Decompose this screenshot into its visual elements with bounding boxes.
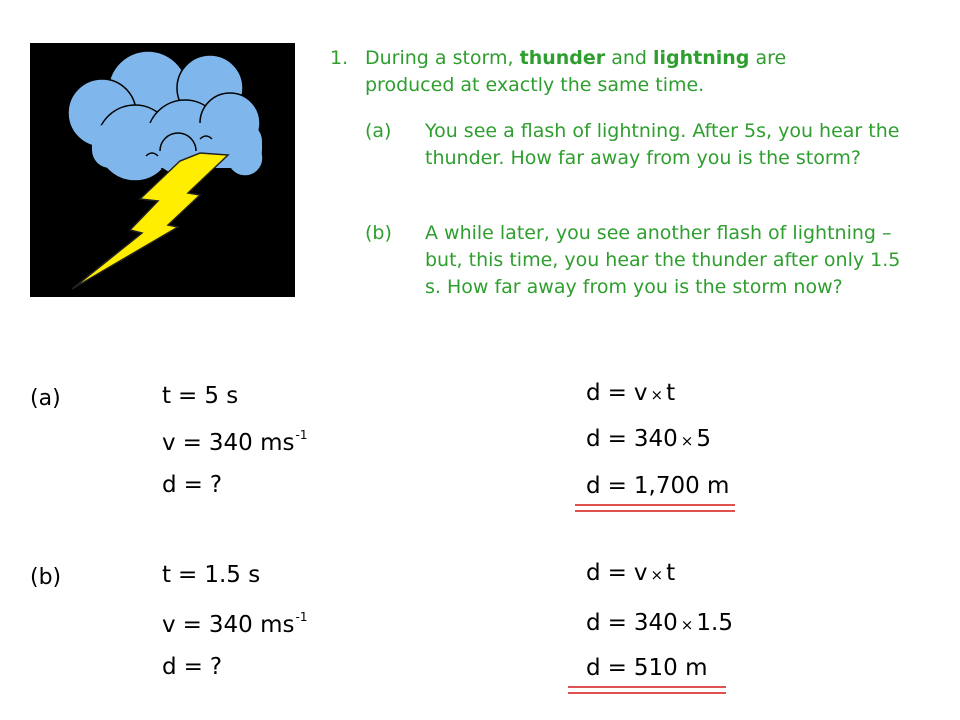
answer-a-underline-bottom (575, 510, 735, 512)
given-a-distance: d = ? (162, 472, 223, 498)
keyword-lightning: lightning (653, 47, 750, 69)
working-a-formula: d = v × t (586, 380, 676, 406)
answer-a-underline-top (575, 504, 735, 506)
storm-illustration (30, 43, 295, 297)
answer-b: d = 510 m (586, 655, 708, 681)
subquestion-a-text: You see a flash of lightning. After 5s, you hear the thunder. How far away from you is the storm? (425, 120, 900, 169)
subquestion-b-text: A while later, you see another flash of lightning – but, this time, you hear the thunder after only 1.5 s. How far away from you is the storm now? (425, 222, 901, 298)
solution-b-label: (b) (30, 565, 62, 590)
given-b-speed: v = 340 $ms^{-1}$ (162, 610, 308, 638)
subquestion-b-label: (b) (365, 222, 392, 244)
given-a-speed: v = 340 $ms^{-1}$ (162, 428, 308, 456)
given-b-distance: d = ? (162, 654, 223, 680)
keyword-thunder: thunder (519, 47, 606, 69)
solution-a-label: (a) (30, 386, 61, 411)
question-intro: During a storm, thunder and lightning are produced at exactly the same time. (365, 47, 787, 96)
given-b-time: t = 1.5 s (162, 562, 261, 588)
working-a-substitution: d = 340 × 5 (586, 426, 712, 452)
answer-a: d = 1,700 m (586, 473, 730, 499)
answer-b-underline-bottom (568, 692, 726, 694)
answer-b-underline-top (568, 686, 726, 688)
subquestion-a-label: (a) (365, 120, 392, 142)
given-a-time: t = 5 s (162, 383, 239, 409)
question-number: 1. (330, 47, 349, 69)
working-b-formula: d = v × t (586, 560, 676, 586)
working-b-substitution: d = 340 × 1.5 (586, 610, 733, 636)
